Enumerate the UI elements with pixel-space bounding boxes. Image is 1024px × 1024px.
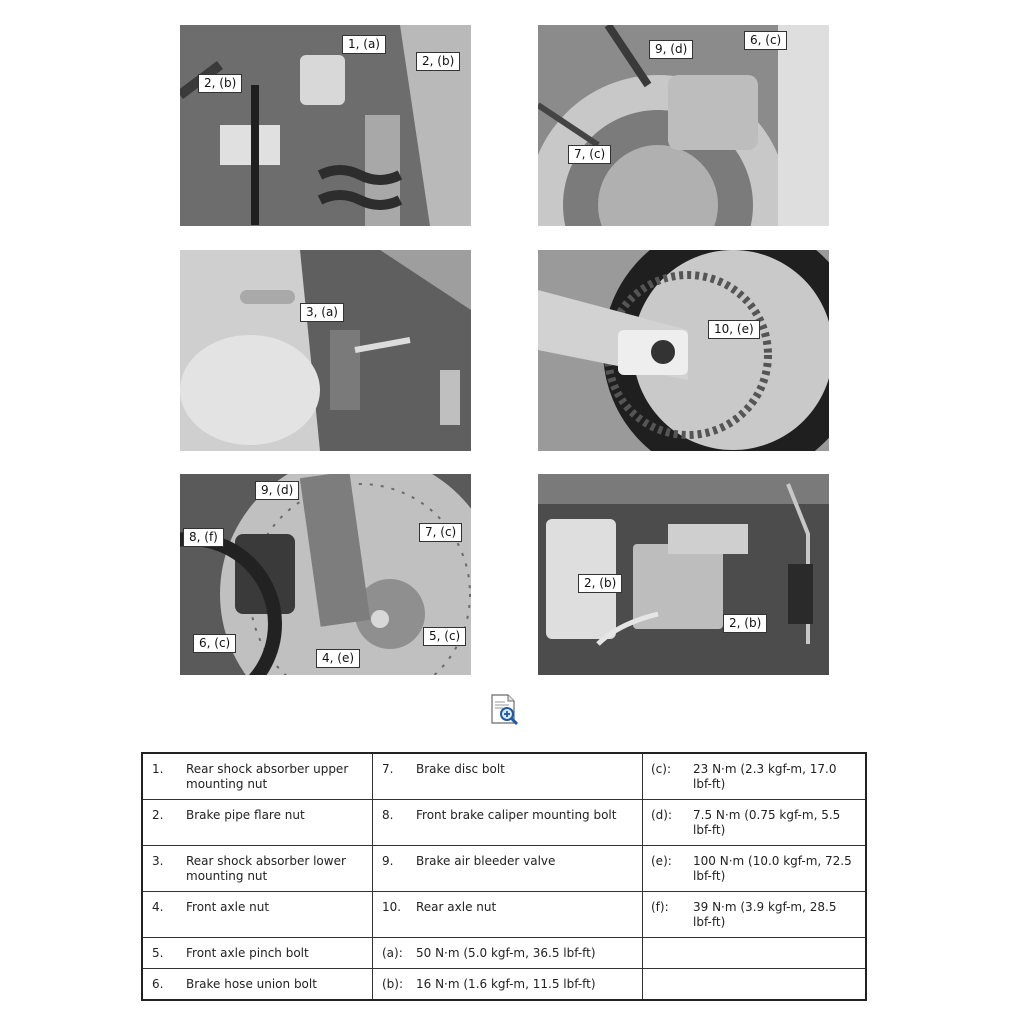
item-number: 7. — [373, 753, 411, 800]
callout-label: 1, (a) — [342, 35, 386, 54]
table-row — [142, 892, 866, 938]
zoom-in-document-icon[interactable] — [490, 693, 520, 727]
item-number: 4. — [142, 892, 180, 938]
callout-label: 2, (b) — [578, 574, 622, 593]
callout-label: 5, (c) — [423, 627, 466, 646]
callout-label: 6, (c) — [744, 31, 787, 50]
callout-label: 2, (b) — [723, 614, 767, 633]
item-number: 8. — [373, 800, 411, 846]
torque-code: (b): — [373, 969, 411, 1001]
torque-value: 50 N·m (5.0 kgf-m, 36.5 lbf-ft) — [410, 938, 643, 969]
item-description: Brake pipe flare nut — [180, 800, 373, 846]
torque-code: (a): — [373, 938, 411, 969]
table-row — [142, 938, 866, 969]
callout-label: 6, (c) — [193, 634, 236, 653]
empty-cell — [643, 969, 688, 1001]
torque-value: 23 N·m (2.3 kgf-m, 17.0 lbf-ft) — [687, 753, 866, 800]
item-number: 1. — [142, 753, 180, 800]
item-description: Brake disc bolt — [410, 753, 643, 800]
photo-abs-unit — [538, 474, 829, 675]
item-number: 6. — [142, 969, 180, 1001]
table-row — [142, 969, 866, 1001]
photo-rear-caliper — [538, 25, 829, 226]
table-row — [142, 846, 866, 892]
table-row — [142, 753, 866, 800]
callout-label: 9, (d) — [649, 40, 693, 59]
photo-front-caliper — [180, 474, 471, 675]
callout-label: 2, (b) — [198, 74, 242, 93]
callout-label: 7, (c) — [419, 523, 462, 542]
torque-code: (e): — [643, 846, 688, 892]
empty-cell — [687, 969, 866, 1001]
zoom-in-document-icon-glyph — [490, 693, 520, 727]
rear-shock-lower-illustration — [180, 250, 471, 451]
item-number: 5. — [142, 938, 180, 969]
item-description: Rear shock absorber lower mounting nut — [180, 846, 373, 892]
table-row — [142, 800, 866, 846]
rear-axle-illustration — [538, 250, 829, 451]
torque-value: 7.5 N·m (0.75 kgf-m, 5.5 lbf-ft) — [687, 800, 866, 846]
callout-label: 8, (f) — [183, 528, 224, 547]
callout-label: 2, (b) — [416, 52, 460, 71]
item-number: 9. — [373, 846, 411, 892]
photo-rear-shock-upper — [180, 25, 471, 226]
item-description: Brake air bleeder valve — [410, 846, 643, 892]
torque-value: 16 N·m (1.6 kgf-m, 11.5 lbf-ft) — [410, 969, 643, 1001]
callout-label: 10, (e) — [708, 320, 760, 339]
legend-table — [141, 752, 867, 1001]
photo-rear-axle — [538, 250, 829, 451]
callout-label: 9, (d) — [255, 481, 299, 500]
item-description: Rear shock absorber upper mounting nut — [180, 753, 373, 800]
item-description: Front axle pinch bolt — [180, 938, 373, 969]
empty-cell — [643, 938, 688, 969]
empty-cell — [687, 938, 866, 969]
item-description: Front brake caliper mounting bolt — [410, 800, 643, 846]
photo-rear-shock-lower — [180, 250, 471, 451]
torque-value: 39 N·m (3.9 kgf-m, 28.5 lbf-ft) — [687, 892, 866, 938]
item-number: 3. — [142, 846, 180, 892]
item-description: Front axle nut — [180, 892, 373, 938]
callout-label: 3, (a) — [300, 303, 344, 322]
torque-code: (c): — [643, 753, 688, 800]
callout-label: 4, (e) — [316, 649, 360, 668]
item-number: 10. — [373, 892, 411, 938]
item-description: Brake hose union bolt — [180, 969, 373, 1001]
torque-code: (d): — [643, 800, 688, 846]
item-number: 2. — [142, 800, 180, 846]
callout-label: 7, (c) — [568, 145, 611, 164]
item-description: Rear axle nut — [410, 892, 643, 938]
torque-value: 100 N·m (10.0 kgf-m, 72.5 lbf-ft) — [687, 846, 866, 892]
torque-code: (f): — [643, 892, 688, 938]
